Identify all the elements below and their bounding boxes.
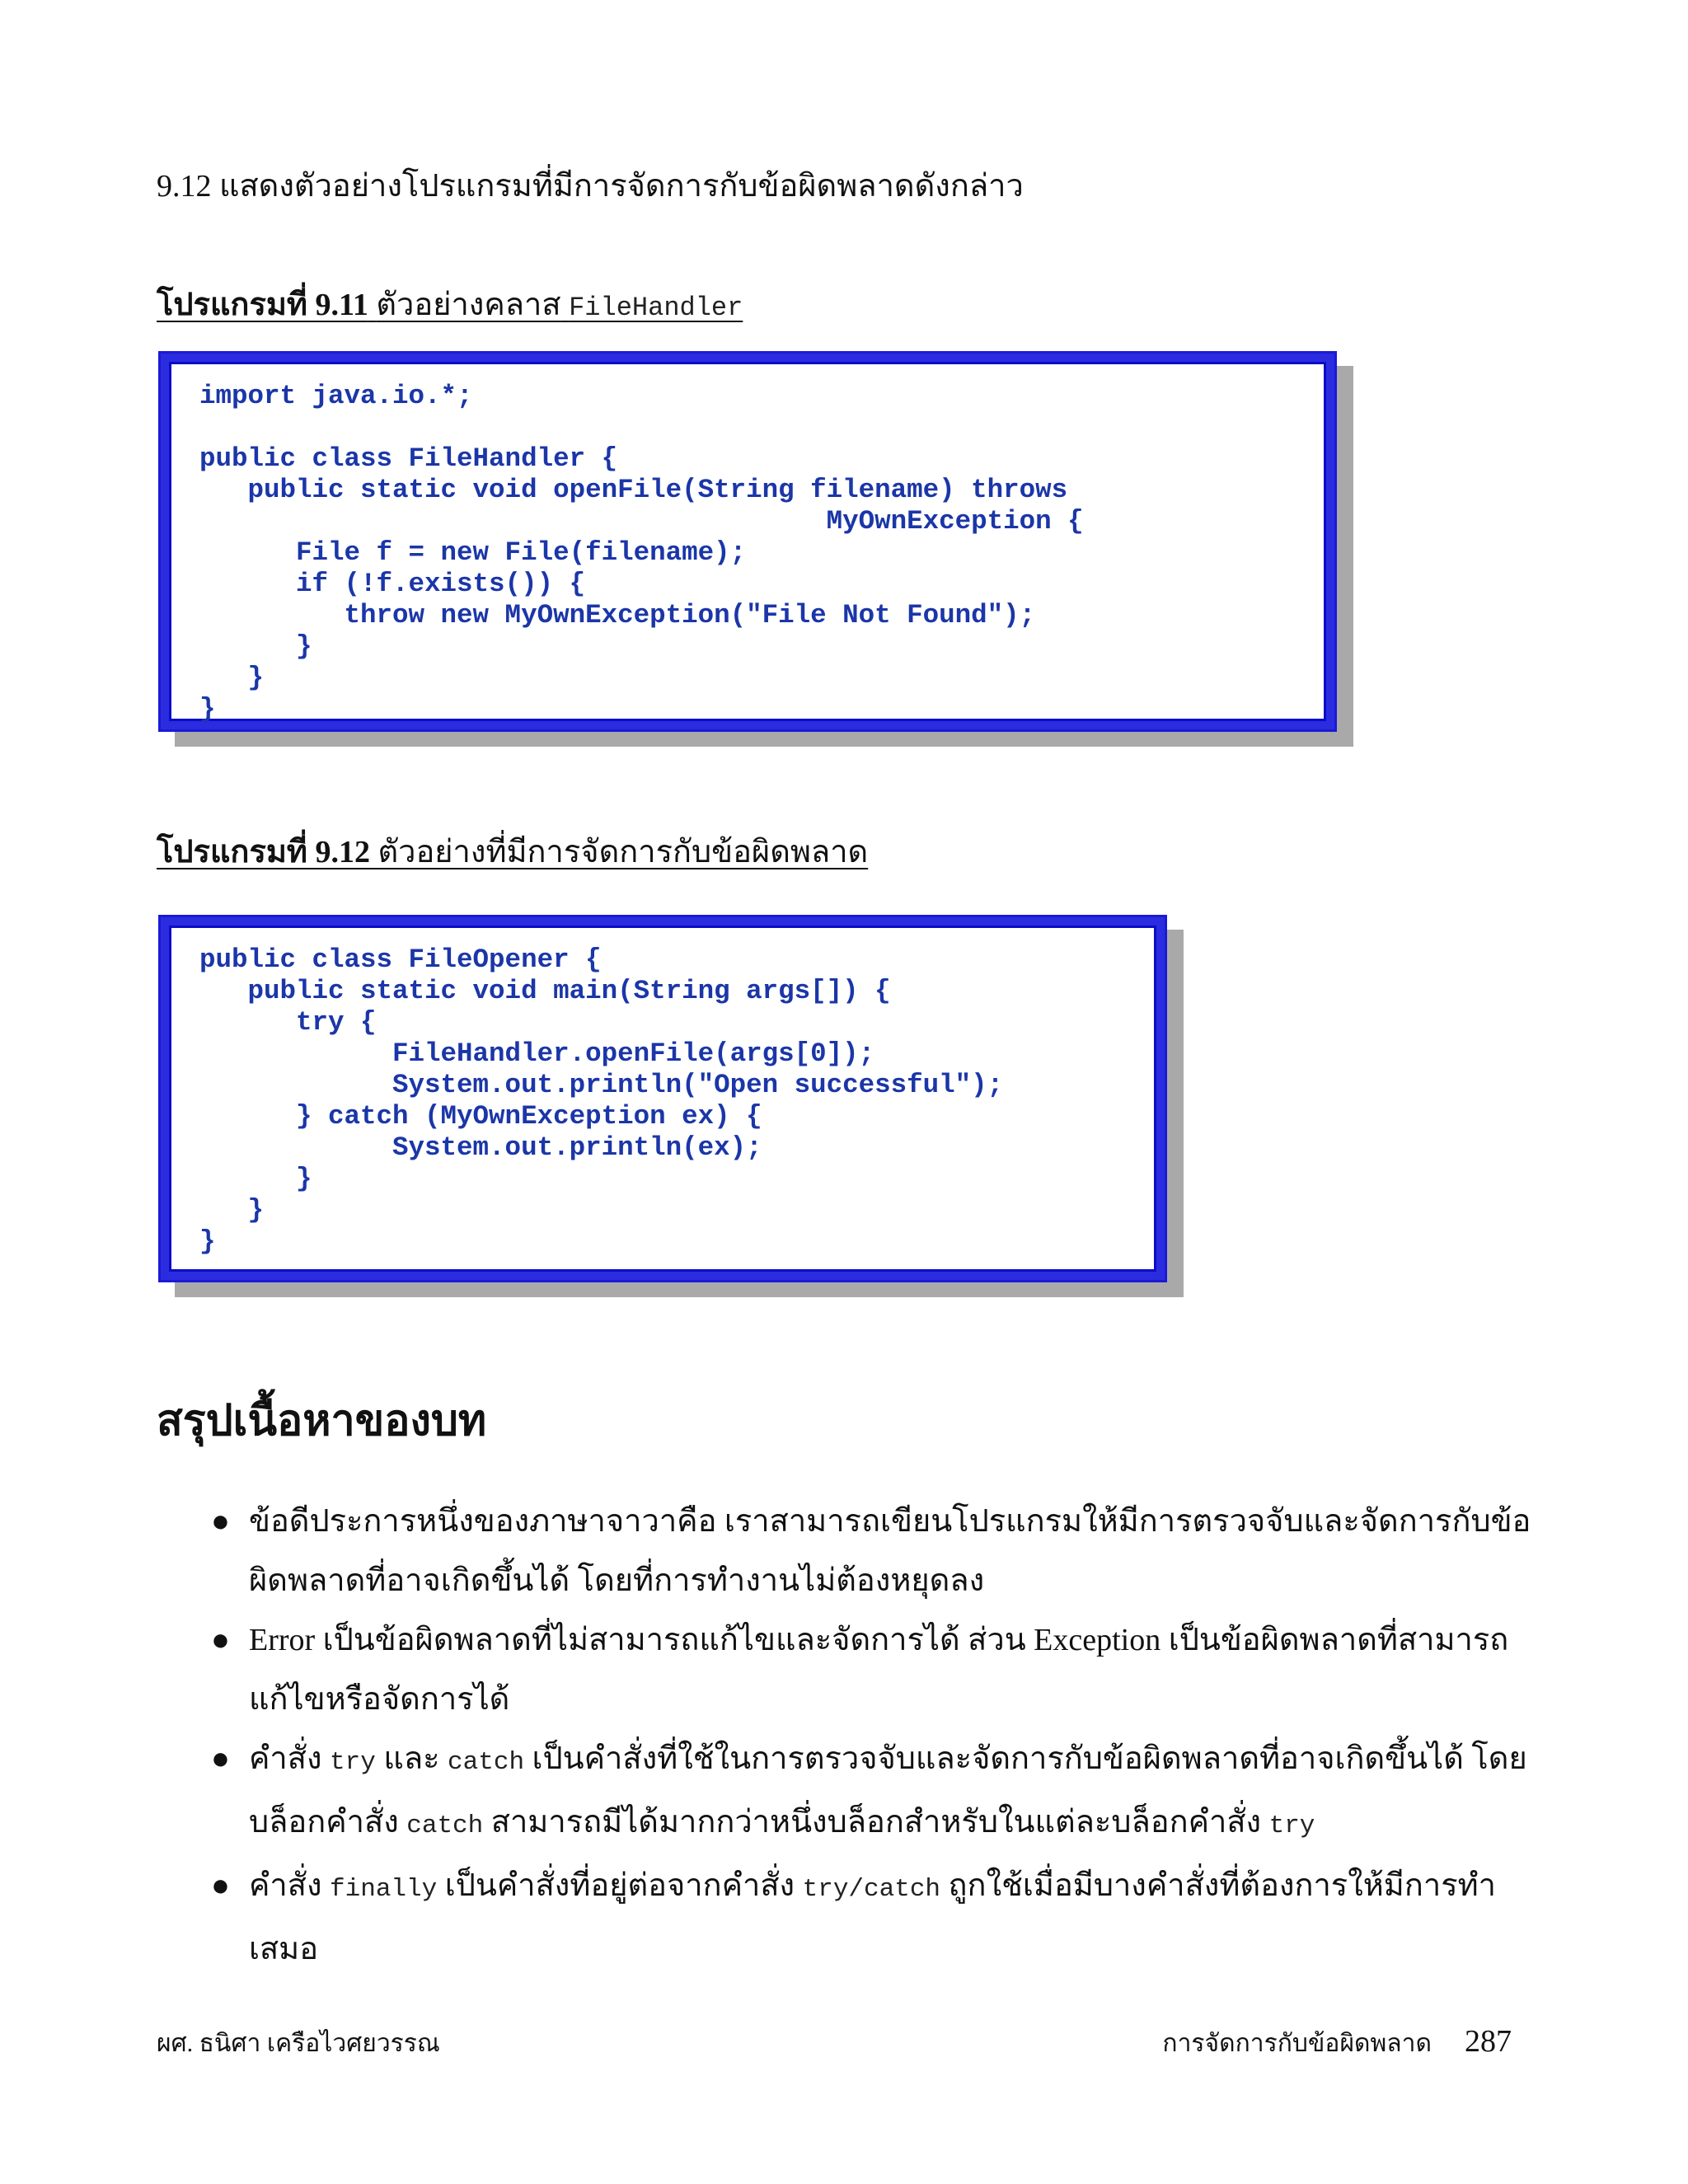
bullet-icon: ● [211,1741,230,1776]
inline-code: finally [330,1875,438,1904]
program-9-12-caption [157,829,868,875]
list-item [211,1729,1535,1856]
bullet-icon: ● [211,1504,230,1539]
bullet-text [249,1741,1527,1840]
inline-code: try [330,1748,376,1777]
bullet-text: Error เป็นข้อผิดพลาดที่ไม่สามารถแก้ไขและจัดการได้ ส่วน Exception เป็นข้อผิดพลาดที่สามารถแก้ไขหรือจัดการได้ [249,1623,1509,1717]
footer-author: ผศ. ธนิศา เครือไวศยวรรณ [157,2030,440,2057]
program-description: ตัวอย่างคลาส [376,288,561,322]
bullet-text [249,1868,1496,1966]
list-item [211,1856,1535,1979]
code-listing: public class FileOpener { public static void main(String args[]) { try { FileHandler.openFile(args[0]); System.out.println("Open successful"); } catch (MyOwnException ex) { System.out.println(ex); } } } [199,944,1004,1257]
text-run: เป็นคำสั่งที่อยู่ต่อจากคำสั่ง [437,1868,803,1903]
code-listing: import java.io.*; public class FileHandler { public static void openFile(String filename) throws MyOwnException { File f = new File(filename); if (!f.exists()) { throw new MyOwnException("File Not Found"); } } } [199,381,1084,724]
bullet-icon: ● [211,1623,230,1657]
inline-code: try [1268,1811,1315,1840]
program-label: โปรแกรมที่ 9.11 [157,288,368,322]
bullet-icon: ● [211,1868,230,1903]
footer-right [1162,2022,1512,2063]
text-run: คำสั่ง [249,1868,331,1903]
list-item [211,1492,1535,1610]
class-name: FileHandler [569,293,743,323]
text-run: เป็นคำสั่งที่ใช้ในการตรวจจับและจัดการกับข้อผิดพลาดที่อาจเกิดขึ้นได้ โดยบล็อกคำสั่ง [249,1741,1527,1840]
inline-code: catch [406,1811,484,1840]
intro-paragraph: 9.12 แสดงตัวอย่างโปรแกรมที่มีการจัดการกับข้อผิดพลาดดังกล่าว [157,169,1024,204]
section-heading: สรุปเนื้อหาของบท [157,1398,487,1445]
text-run: คำสั่ง [249,1741,331,1776]
inline-code: try/catch [802,1875,941,1904]
list-item [211,1610,1535,1729]
summary-list [211,1492,1535,1979]
bullet-text: ข้อดีประการหนึ่งของภาษาจาวาคือ เราสามารถเขียนโปรแกรมให้มีการตรวจจับและจัดการกับข้อผิดพลาดที่อาจเกิดขึ้นได้ โดยที่การทำงานไม่ต้องหยุดลง [249,1504,1531,1598]
footer-chapter: การจัดการกับข้อผิดพลาด [1162,2030,1432,2057]
code-block-9-11 [158,351,1337,732]
program-description: ตัวอย่างที่มีการจัดการกับข้อผิดพลาด [377,835,869,869]
code-block-9-12 [158,915,1167,1282]
inline-code: catch [448,1748,525,1777]
text-run: สามารถมีได้มากกว่าหนึ่งบล็อกสำหรับในแต่ละบล็อกคำสั่ง [483,1805,1269,1840]
page-number: 287 [1465,2024,1512,2059]
text-run: ถูกใช้เมื่อมีบางคำสั่งที่ต้องการให้มีการทำเสมอ [249,1868,1496,1966]
program-label: โปรแกรมที่ 9.12 [157,835,370,869]
program-9-11-caption [157,282,743,331]
text-run: และ [375,1741,448,1776]
